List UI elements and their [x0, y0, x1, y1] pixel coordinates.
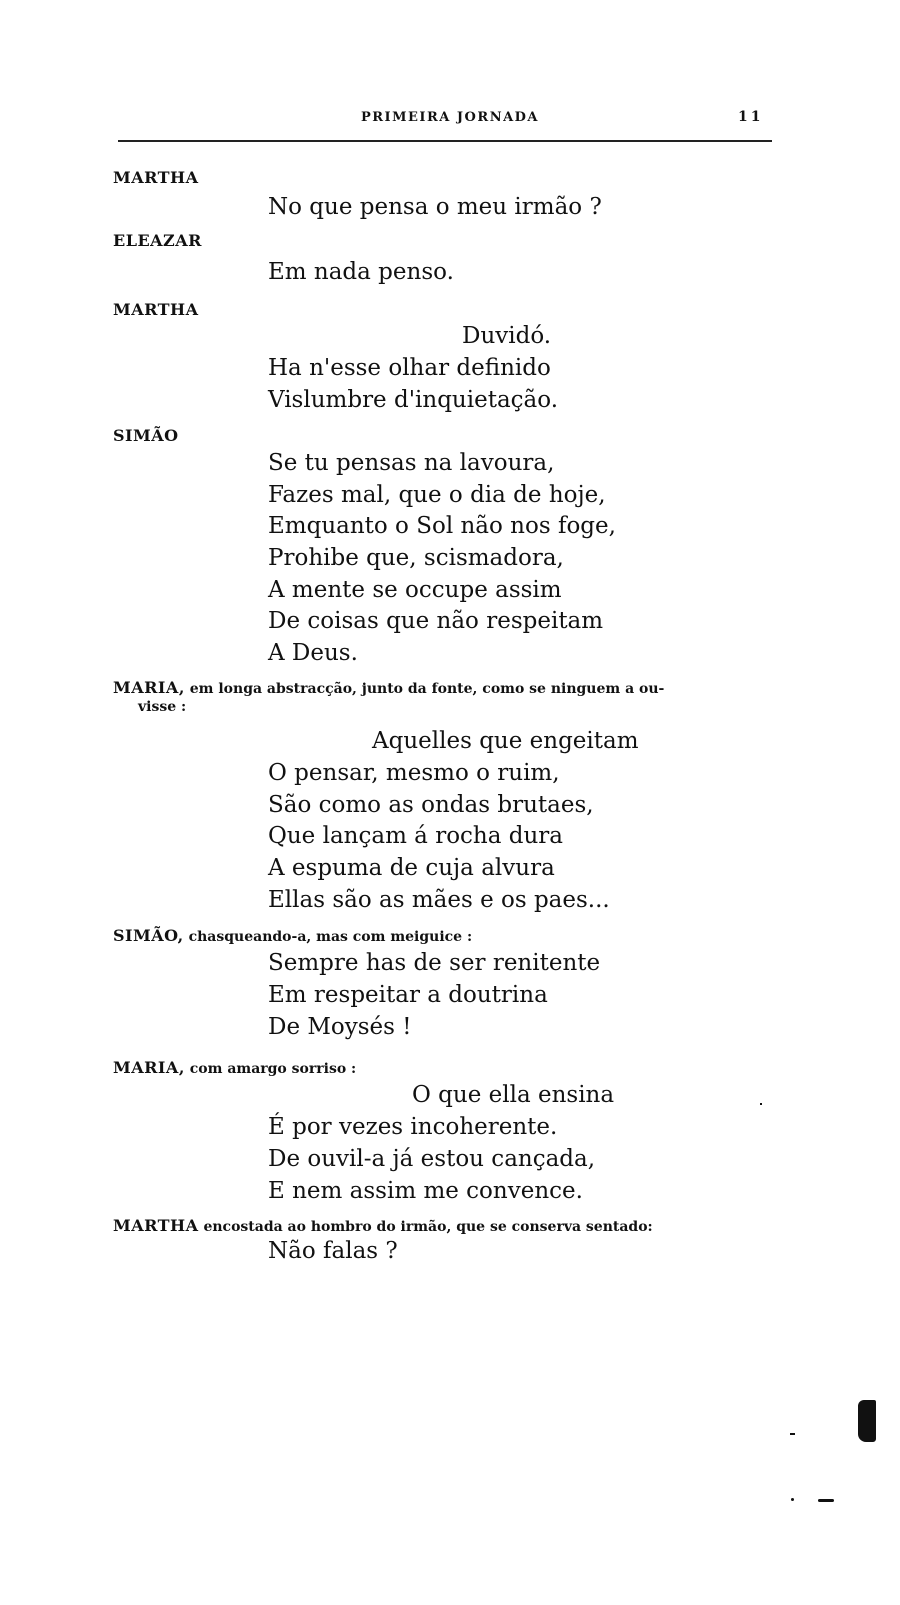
direction-text: encostada ao hombro do irmão, que se conserva sentado:: [198, 1219, 653, 1235]
verse-line: Ha n'esse olhar definido: [268, 355, 551, 381]
verse-line: A espuma de cuja alvura: [268, 855, 555, 881]
speaker-name: ELEAZAR: [113, 231, 202, 250]
speaker-name: MARIA,: [113, 1058, 185, 1077]
verse-line: A Deus.: [268, 640, 358, 666]
verse-line: O pensar, mesmo o ruim,: [268, 760, 560, 786]
verse-line: De coisas que não respeitam: [268, 608, 604, 634]
verse-line: Em respeitar a doutrina: [268, 982, 548, 1008]
verse-line: No que pensa o meu irmão ?: [268, 194, 602, 220]
speaker-name: MARTHA: [113, 1216, 199, 1235]
speaker-name: SIMÃO,: [113, 926, 184, 945]
verse-line: Duvidó.: [462, 323, 552, 349]
speaker-name: MARTHA: [113, 168, 199, 187]
verse-line: O que ella ensina: [412, 1082, 615, 1108]
verse-line: Sempre has de ser renitente: [268, 950, 601, 976]
verse-line: Em nada penso.: [268, 259, 454, 285]
verse-line: De ouvil-a já estou cançada,: [268, 1146, 596, 1172]
verse-line: Que lançam á rocha dura: [268, 823, 564, 849]
verse-line: Ellas são as mães e os paes...: [268, 887, 610, 913]
stage-direction: [113, 926, 472, 945]
verse-line: A mente se occupe assim: [268, 577, 562, 603]
verse-line: Não falas ?: [268, 1238, 398, 1264]
ink-blot: [858, 1400, 876, 1442]
header-rule: [118, 140, 772, 142]
verse-line: Se tu pensas na lavoura,: [268, 450, 555, 476]
direction-text: com amargo sorriso :: [184, 1061, 357, 1077]
stage-direction: [113, 1216, 653, 1235]
ink-speck: [791, 1498, 794, 1501]
verse-line: Fazes mal, que o dia de hoje,: [268, 482, 606, 508]
verse-line: Emquanto o Sol não nos foge,: [268, 513, 616, 539]
ink-speck: [760, 1103, 762, 1105]
verse-line: Vislumbre d'inquietação.: [268, 387, 559, 413]
speaker-name: MARIA,: [113, 678, 185, 697]
verse-line: De Moysés !: [268, 1014, 412, 1040]
verse-line: Aquelles que engeitam: [372, 728, 639, 754]
speaker-name: SIMÃO: [113, 426, 179, 445]
verse-line: São como as ondas brutaes,: [268, 792, 594, 818]
verse-line: Prohibe que, scismadora,: [268, 545, 564, 571]
stage-direction: [113, 1058, 356, 1077]
verse-line: E nem assim me convence.: [268, 1178, 583, 1204]
direction-text: chasqueando-a, mas com meiguice :: [183, 929, 473, 945]
verse-line: É por vezes incoherente.: [268, 1114, 558, 1140]
ink-speck: [818, 1499, 834, 1502]
stage-direction: [113, 678, 664, 697]
stage-direction-continued: visse :: [138, 699, 187, 715]
page-number: 11: [738, 109, 764, 125]
speaker-name: MARTHA: [113, 300, 199, 319]
running-header: PRIMEIRA JORNADA: [360, 110, 540, 125]
direction-text: em longa abstracção, junto da fonte, como se ninguem a ou-: [184, 681, 665, 697]
ink-speck: [790, 1433, 795, 1435]
